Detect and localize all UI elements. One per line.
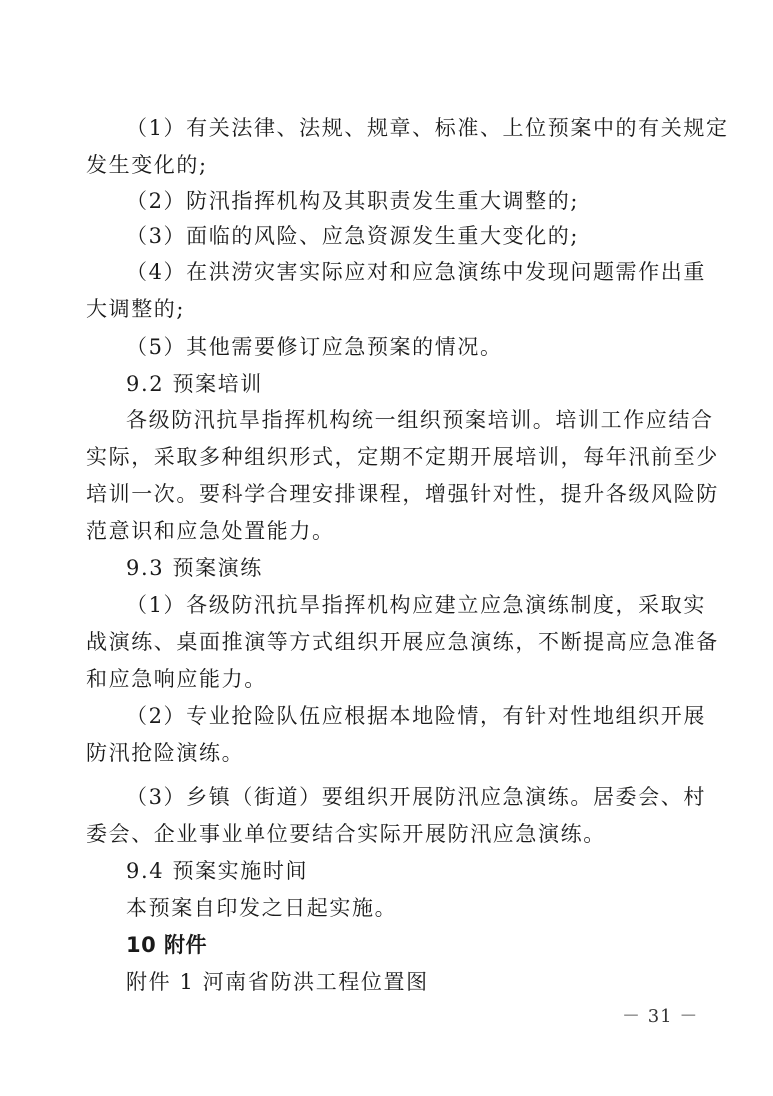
- paragraph-line: 发生变化的;: [86, 153, 208, 177]
- paragraph-line: 战演练、桌面推演等方式组织开展应急演练，不断提高应急准备: [86, 630, 719, 654]
- section-heading: 9.2 预案培训: [126, 372, 263, 396]
- paragraph-line: （2）防汛指挥机构及其职责发生重大调整的;: [126, 189, 580, 213]
- attachment-item: 附件 1 河南省防洪工程位置图: [126, 970, 429, 994]
- section-heading: 9.4 预案实施时间: [126, 859, 309, 883]
- paragraph-line: （4）在洪涝灾害实际应对和应急演练中发现问题需作出重: [126, 260, 706, 284]
- paragraph-line: 委会、企业事业单位要结合实际开展防汛应急演练。: [86, 822, 606, 846]
- paragraph-line: 大调整的;: [86, 297, 186, 321]
- paragraph-line: 本预案自印发之日起实施。: [126, 896, 398, 920]
- paragraph-line: 培训一次。要科学合理安排课程，增强针对性，提升各级风险防: [86, 482, 719, 506]
- paragraph-line: （1）有关法律、法规、规章、标准、上位预案中的有关规定: [126, 116, 729, 140]
- page-number: － 31 －: [622, 1006, 699, 1027]
- paragraph-line: 实际，采取多种组织形式，定期不定期开展培训，每年汛前至少: [86, 445, 719, 469]
- paragraph-line: 范意识和应急处置能力。: [86, 519, 335, 543]
- paragraph-line: （3）面临的风险、应急资源发生重大变化的;: [126, 224, 580, 248]
- paragraph-line: 和应急响应能力。: [86, 667, 267, 691]
- paragraph-line: （3）乡镇（街道）要组织开展防汛应急演练。居委会、村: [126, 785, 706, 809]
- section-heading: 9.3 预案演练: [126, 556, 263, 580]
- section-heading-attachments: 10 附件: [126, 933, 208, 957]
- paragraph-line: 各级防汛抗旱指挥机构统一组织预案培训。培训工作应结合: [126, 408, 714, 432]
- paragraph-line: （5）其他需要修订应急预案的情况。: [126, 335, 503, 359]
- paragraph-line: （2）专业抢险队伍应根据本地险情，有针对性地组织开展: [126, 704, 706, 728]
- paragraph-line: （1）各级防汛抗旱指挥机构应建立应急演练制度，采取实: [126, 593, 706, 617]
- paragraph-line: 防汛抢险演练。: [86, 741, 245, 765]
